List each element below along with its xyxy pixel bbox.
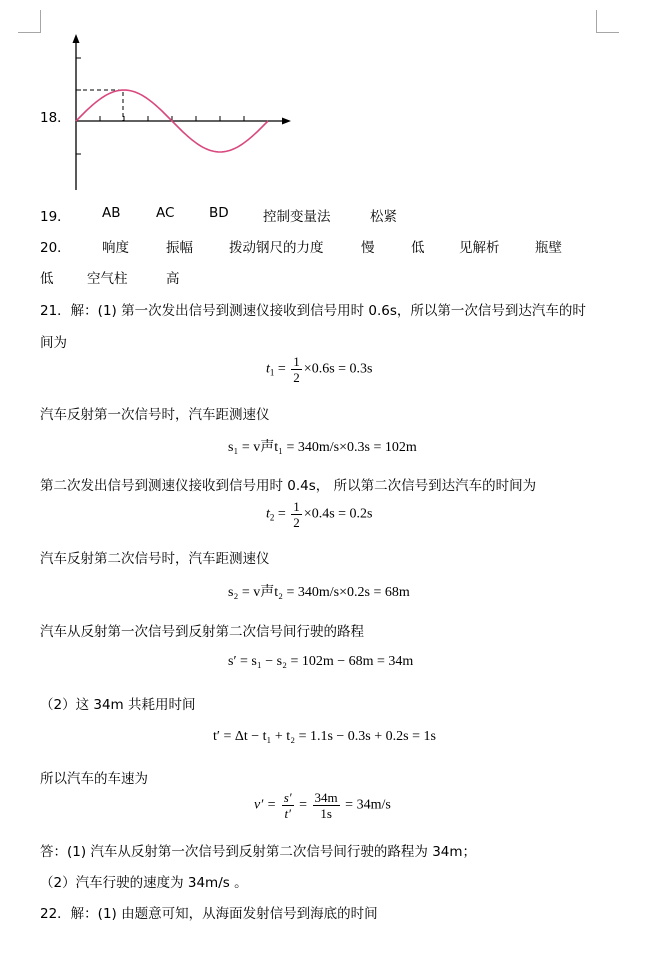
q19-answer-2: AC (156, 205, 175, 221)
q21-equation-7: v′ = $\frac{s'}{t'}$ = $\frac{34m}{1s}$ = 34m/s (254, 790, 391, 821)
q21-text-2: 汽车反射第一次信号时，汽车距测速仪 (40, 407, 270, 423)
q20-answer-1: 响度 (102, 240, 129, 256)
q21-text-3: 第二次发出信号到测速仪接收到信号用时 0.4s， 所以第二次信号到达汽车的时间为 (40, 478, 537, 494)
question-20-number: 20． (40, 240, 71, 256)
crop-mark-top-right (596, 10, 619, 33)
q20-answer-9: 空气柱 (87, 271, 128, 287)
q19-answer-5: 松紧 (370, 209, 397, 225)
q21-text-7: 所以汽车的车速为 (40, 771, 148, 787)
q21-equation-4: s₂ = v声t₂ = 340m/s×0.2s = 68m (228, 585, 410, 600)
q19-answer-1: AB (102, 205, 121, 221)
q20-answer-6: 见解析 (459, 240, 500, 256)
q20-answer-7: 瓶壁 (535, 240, 562, 256)
q21-answer-line1: 答：(1) 汽车从反射第一次信号到反射第二次信号间行驶的路程为 34m； (40, 844, 477, 860)
q20-answer-10: 高 (166, 271, 180, 287)
y-axis-arrow (73, 34, 80, 43)
q21-equation-3: $t_2$ = $\frac{1}{2}$ ×0.4s = 0.2s (266, 499, 373, 530)
y-axis-ticks (76, 58, 81, 154)
q19-answer-4: 控制变量法 (263, 209, 331, 225)
q20-answer-5: 低 (411, 240, 425, 256)
q21-equation-5: s′ = s₁ − s₂ = 102m − 68m = 34m (228, 654, 414, 669)
question-19-number: 19． (40, 209, 71, 225)
q20-answer-8: 低 (40, 271, 54, 287)
q21-text-4: 汽车反射第二次信号时，汽车距测速仪 (40, 551, 270, 567)
crop-mark-top-left (18, 10, 41, 33)
question-18-number: 18． (40, 110, 71, 126)
x-axis-arrow (282, 118, 291, 125)
q21-equation-2: s₁ = v声t₁ = 340m/s×0.3s = 102m (228, 440, 417, 455)
q19-answer-3: BD (209, 205, 229, 221)
q20-answer-3: 拨动钢尺的力度 (229, 240, 324, 256)
q21-text-5: 汽车从反射第一次信号到反射第二次信号间行驶的路程 (40, 624, 364, 640)
q21-answer-line2: （2）汽车行驶的速度为 34m/s 。 (40, 875, 248, 891)
q21-equation-6: t′ = Δt − t₁ + t₂ = 1.1s − 0.3s + 0.2s = 1s (213, 729, 436, 744)
q21-equation-1: $t_1$ = $\frac{1}{2}$ ×0.6s = 0.3s (266, 354, 373, 385)
q21-text-6: （2）这 34m 共耗用时间 (40, 697, 196, 713)
q21-intro-line2: 间为 (40, 335, 67, 351)
q21-intro-line1: 21．解：(1) 第一次发出信号到测速仪接收到信号用时 0.6s，所以第一次信号到达汽车的时 (40, 303, 586, 319)
q20-answer-2: 振幅 (166, 240, 193, 256)
q22-intro: 22．解：(1) 由题意可知，从海面发射信号到海底的时间 (40, 906, 378, 922)
wave-diagram (60, 32, 300, 202)
q20-answer-4: 慢 (361, 240, 375, 256)
